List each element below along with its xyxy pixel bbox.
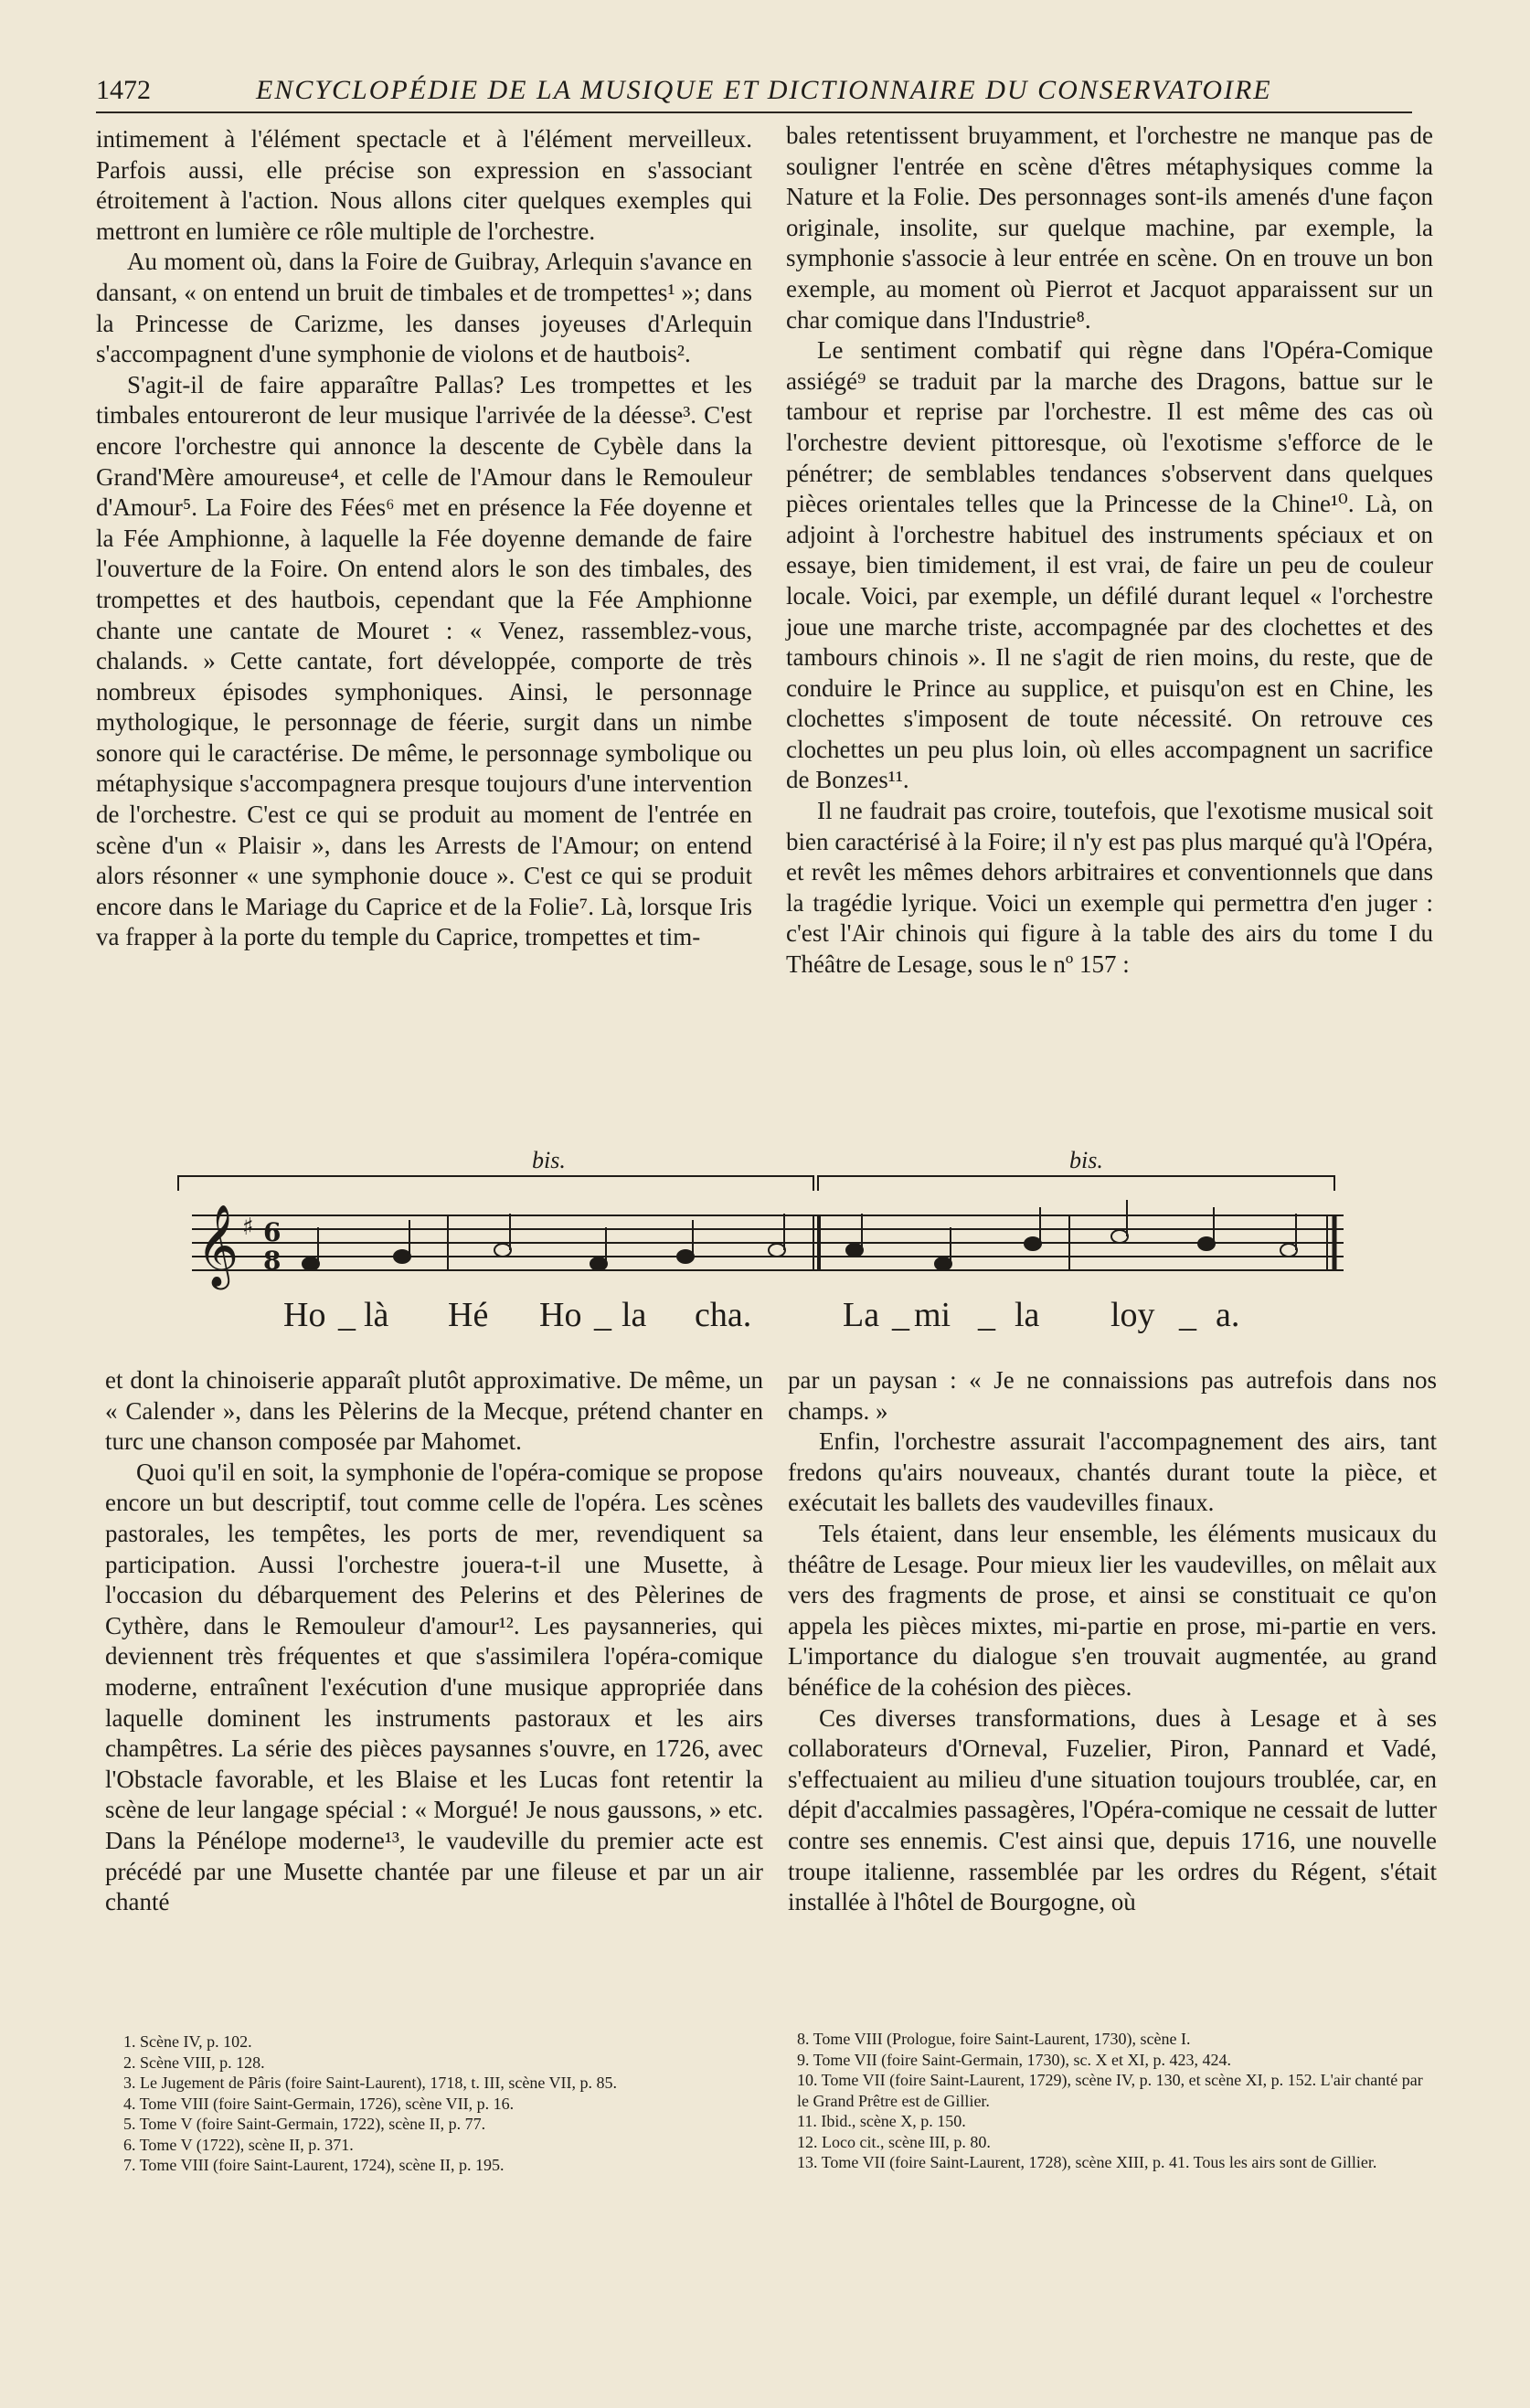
footnote: 2. Scène VIII, p. 128.: [123, 2053, 265, 2072]
footnote: 6. Tome V (1722), scène II, p. 371.: [123, 2135, 354, 2154]
lyric-syllable: _: [892, 1296, 909, 1334]
note: [1111, 1230, 1128, 1243]
footnote: 1. Scène IV, p. 102.: [123, 2032, 252, 2051]
lyric-syllable: mi: [914, 1296, 951, 1334]
paragraph: Le sentiment combatif qui règne dans l'Opéra-Comique assiégé⁹ se traduit par la marche des Dragons, battue sur le tambour et reprise par l'orchestre. Il est même des cas où l'orchestre devient pittoresque, où l'exotisme s'efforce de le pénétrer; de semblables tendances s'observent dans quelques pièces orientales telles que la Princesse de la Chine¹⁰. Là, on adjoint à l'orchestre habituel des instruments spéciaux et on essaye, bien timidement, il est vrai, de faire un peu de couleur locale. Voici, par exemple, un défilé durant lequel « l'orchestre joue une marche triste, accompagnée par des clochettes et des tambours chinois ». Il ne s'agit de rien moins, du reste, que de conduire le Prince au supplice, et puisqu'on est en Chine, les clochettes s'imposent de toute nécessité. On retrouve ces clochettes un peu plus loin, où elles accompagnent un sacrifice de Bonzes¹¹.: [786, 336, 1433, 794]
paragraph: Enfin, l'orchestre assurait l'accompagnement des airs, tant fredons qu'airs nouveaux, chantés durant toute la pièce, et exécutait les ballets des vaudevilles finaux.: [788, 1427, 1437, 1517]
paragraph: S'agit-il de faire apparaître Pallas? Les trompettes et les timbales entoureront de leur musique l'arrivée de la déesse³. C'est encore l'orchestre qui annonce la descente de Cybèle dans la Grand'Mère amoureuse⁴, et celle de l'Amour dans le Remouleur d'Amour⁵. La Foire des Fées⁶ met en présence la Fée doyenne et la Fée Amphionne, à laquelle la Fée doyenne demande de faire l'ouverture de la Foire. On entend alors le son des timbales, des trompettes et des hautbois, cependant que la Fée Amphionne chante une cantate de Mouret : « Venez, rassemblez-vous, chalands. » Cette cantate, fort développée, comporte de très nombreux épisodes symphoniques. Ainsi, le personnage mythologique, le personnage de féerie, surgit dans un nimbe sonore qui le caractérise. De même, le personnage symbolique ou métaphysique s'accompagnera presque toujours d'une intervention de l'orchestre. C'est ce qui se produit au moment de l'entrée en scène d'un « Plaisir », dans les Arrests de l'Amour; on entend alors résonner « une symphonie douce ». C'est ce qui se produit encore dans le Mariage du Caprice et de la Folie⁷. Là, lorsque Iris va frapper à la porte du temple du Caprice, trompettes et tim-: [96, 370, 752, 951]
lyric-syllable: Ho: [539, 1296, 582, 1334]
paragraph: bales retentissent bruyamment, et l'orchestre ne manque pas de souligner l'entrée en scène d'êtres métaphysiques comme la Nature et la Folie. Des personnages sont-ils amenés d'une façon originale, insolite, sur quelque machine, par exemple, la symphonie s'associe à leur entrée en scène. On en trouve un bon exemple, au moment où Pierrot et Jacquot apparaissent sur un char comique dans l'Industrie⁸.: [786, 122, 1433, 334]
repeat-bracket: [818, 1176, 1334, 1191]
lyric-syllable: la: [1015, 1296, 1040, 1334]
note: [1025, 1237, 1041, 1250]
paragraph: Tels étaient, dans leur ensemble, les éléments musicaux du théâtre de Lesage. Pour mieux lier les vaudevilles, on mêlait aux vers des fragments de prose, et ainsi se constituait ce qu'on appela les pièces mixtes, mi-partie en prose, mi-partie en vers. L'importance du dialogue s'en trouvait augmentée, au grand bénéfice de la cohésion des pièces.: [788, 1519, 1437, 1701]
running-header: [96, 71, 1412, 113]
music-staff: [174, 1147, 1362, 1293]
time-signature: 6: [263, 1217, 282, 1247]
note: [1280, 1244, 1297, 1257]
footnotes-left: [123, 2031, 745, 2176]
lyric-syllable: _: [338, 1296, 356, 1334]
footnote: 9. Tome VII (foire Saint-Germain, 1730), sc. X et XI, p. 423, 424.: [797, 2050, 1231, 2069]
lyric-syllable: la: [622, 1296, 647, 1334]
lyric-syllable: _: [1179, 1296, 1196, 1334]
note: [494, 1244, 511, 1257]
footnote: 13. Tome VII (foire Saint-Laurent, 1728), scène XIII, p. 41. Tous les airs sont de Gillier.: [797, 2153, 1377, 2171]
bis-label: bis.: [532, 1147, 566, 1173]
footnote: 5. Tome V (foire Saint-Germain, 1722), scène II, p. 77.: [123, 2115, 486, 2133]
lyric-syllable: loy: [1110, 1296, 1155, 1334]
lyric-syllable: _: [594, 1296, 611, 1334]
paragraph: Quoi qu'il en soit, la symphonie de l'opéra-comique se propose encore un but descriptif, tout comme celle de l'opéra. Les scènes pastorales, les tempêtes, les ports de mer, revendiquent sa participation. Aussi l'orchestre jouera-t-il une Musette, à l'occasion du débarquement des Pelerins et des Pèlerines de Cythère, dans le Remouleur d'amour¹². Les paysanneries, qui deviennent très fréquentes et que s'assimilera l'opéra-comique moderne, entraînent l'exécution d'une musique appropriée dans laquelle dominent les instruments pastoraux et les airs champêtres. La série des pièces paysannes s'ouvre, en 1726, avec l'Obstacle favorable, et les Blaise et les Lucas font retentir la scène de leur langage spécial : « Morgué! Je nous gaussons, » etc. Dans la Pénélope moderne¹³, le vaudeville du premier acte est précédé par une Musette chantée par une fileuse et par un air chanté: [105, 1458, 763, 1916]
repeat-bracket: [178, 1176, 813, 1191]
lyric-syllable: a.: [1216, 1296, 1240, 1334]
note: [1198, 1237, 1215, 1250]
note: [935, 1257, 951, 1270]
footnote: 8. Tome VIII (Prologue, foire Saint-Laurent, 1730), scène I.: [797, 2030, 1191, 2048]
paragraph: intimement à l'élément spectacle et à l'élément merveilleux. Parfois aussi, elle précise son expression en s'associant étroitement à l'action. Nous allons citer quelques exemples qui mettront en lumière ce rôle multiple de l'orchestre.: [96, 125, 752, 245]
column-bottom-left: [105, 1365, 763, 1918]
column-top-right: [786, 121, 1433, 981]
footnotes-right: [797, 2029, 1437, 2173]
page-number: 1472: [96, 75, 151, 105]
footnote: 3. Le Jugement de Pâris (foire Saint-Laurent), 1718, t. III, scène VII, p. 85.: [123, 2074, 618, 2092]
footnote: 10. Tome VII (foire Saint-Laurent, 1729), scène IV, p. 130, et scène XI, p. 152. L'air chanté par le Grand Prêtre est de Gillier.: [797, 2071, 1423, 2110]
note: [769, 1244, 785, 1257]
paragraph: Ces diverses transformations, dues à Lesage et à ses collaborateurs d'Orneval, Fuzelier, Piron, Pannard et Vadé, s'effectuaient au milieu d'une situation toujours troublée, car, en dépit d'accalmies passagères, l'Opéra-comique ne cessait de lutter contre ses ennemis. C'est ainsi que, depuis 1716, une nouvelle troupe italienne, rassemblée par les ordres du Régent, s'était installée à l'hôtel de Bourgogne, où: [788, 1703, 1437, 1916]
lyric-syllable: La: [843, 1296, 880, 1334]
paragraph: et dont la chinoiserie apparaît plutôt approximative. De même, un « Calender », dans les Pèlerins de la Mecque, prétend chanter en turc une chanson composée par Mahomet.: [105, 1366, 763, 1456]
column-bottom-right: [788, 1365, 1437, 1918]
note: [590, 1257, 607, 1270]
footnote: 11. Ibid., scène X, p. 150.: [797, 2112, 966, 2130]
paragraph: Au moment où, dans la Foire de Guibray, Arlequin s'avance en dansant, « on entend un bruit de timbales et de trompettes¹ »; dans la Princesse de Carizme, les danses joyeuses d'Arlequin s'accompagnent d'une symphonie de violons et de hautbois².: [96, 248, 752, 368]
lyric-syllable: _: [978, 1296, 995, 1334]
note: [677, 1250, 694, 1263]
running-title: ENCYCLOPÉDIE DE LA MUSIQUE ET DICTIONNAIRE DU CONSERVATOIRE: [256, 75, 1272, 105]
time-signature: 8: [263, 1246, 282, 1276]
note: [303, 1257, 319, 1270]
lyric-syllable: Ho: [283, 1296, 326, 1334]
bis-label: bis.: [1069, 1147, 1103, 1173]
lyric-syllable: cha.: [695, 1296, 752, 1334]
treble-clef: 𝄞: [197, 1204, 239, 1287]
footnote: 7. Tome VIII (foire Saint-Laurent, 1724), scène II, p. 195.: [123, 2156, 505, 2174]
column-top-left: [96, 124, 752, 953]
note: [394, 1250, 410, 1263]
paragraph: Il ne faudrait pas croire, toutefois, que l'exotisme musical soit bien caractérisé à la Foire; il n'y est pas plus marqué qu'à l'Opéra, et revêt les mêmes dehors arbitraires et conventionnels que dans la tragédie lyrique. Voici un exemple qui permettra d'en juger : c'est l'Air chinois qui figure à la table des airs du tome I du Théâtre de Lesage, sous le nº 157 :: [786, 797, 1433, 979]
paragraph: par un paysan : « Je ne connaissions pas autrefois dans nos champs. »: [788, 1366, 1437, 1425]
footnote: 4. Tome VIII (foire Saint-Germain, 1726), scène VII, p. 16.: [123, 2094, 515, 2113]
music-example: [174, 1147, 1362, 1348]
lyric-syllable: là: [364, 1296, 389, 1334]
key-signature: ♯: [242, 1214, 254, 1241]
lyric-syllable: Hé: [448, 1296, 489, 1334]
note: [846, 1244, 863, 1257]
footnote: 12. Loco cit., scène III, p. 80.: [797, 2132, 991, 2151]
